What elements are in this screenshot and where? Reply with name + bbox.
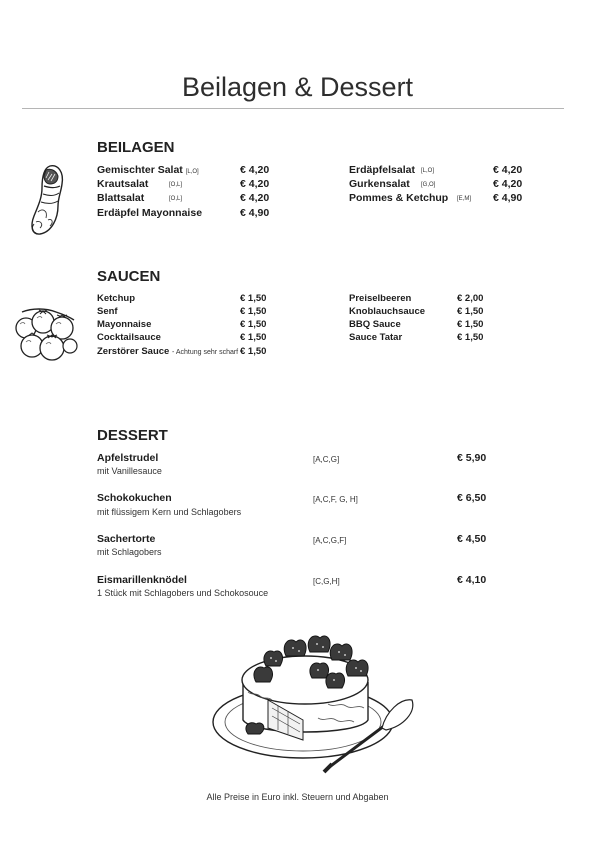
list-item: Ketchup (97, 293, 135, 304)
item-price: € 4,20 (493, 164, 523, 176)
tomato-vine-sketch-icon (12, 306, 78, 364)
list-item: Preiselbeeren (349, 293, 412, 304)
item-price: € 1,50 (457, 332, 484, 343)
item-price: € 6,50 (457, 492, 487, 504)
list-item: Erdäpfel Mayonnaise (97, 207, 203, 219)
item-price: € 4,90 (493, 192, 523, 204)
list-item: Blattsalat (97, 192, 145, 204)
allergen-code: [G,O] (421, 182, 436, 188)
item-price: € 1,50 (457, 319, 484, 330)
page-title: Beilagen & Dessert (181, 72, 414, 102)
allergen-code: [A,C,G,F] (313, 536, 347, 545)
list-item: Gemischter Salat [L,O] (97, 164, 199, 176)
item-price: € 4,20 (240, 192, 270, 204)
allergen-code: [O,L] (169, 182, 183, 188)
item-price: € 1,50 (240, 332, 267, 343)
item-price: € 4,90 (240, 207, 270, 219)
dessert-description: mit Schlagobers (97, 547, 162, 557)
item-price: € 2,00 (457, 293, 484, 304)
list-item: Knoblauchsauce (349, 306, 426, 317)
dessert-name: Sachertorte (97, 533, 156, 545)
dessert-name: Apfelstrudel (97, 452, 159, 464)
allergen-code: [E,M] (457, 196, 472, 202)
item-price: € 4,10 (457, 574, 487, 586)
title-divider (22, 108, 564, 109)
item-price: € 4,20 (240, 164, 270, 176)
item-price: € 1,50 (240, 346, 267, 357)
item-price: € 1,50 (240, 319, 267, 330)
item-price: € 5,90 (457, 452, 487, 464)
item-price: € 4,20 (240, 178, 270, 190)
strawberry-cake-sketch-icon (208, 622, 418, 792)
dessert-description: mit Vanillesauce (97, 466, 162, 476)
allergen-code: [A,C,G] (313, 455, 340, 464)
list-item: Sauce Tatar (349, 332, 403, 343)
list-item: Erdäpfelsalat (349, 164, 415, 176)
item-price: € 1,50 (457, 306, 484, 317)
saucen-heading: SAUCEN (97, 268, 161, 285)
allergen-code: [L,O] (421, 168, 435, 174)
dessert-heading: DESSERT (97, 427, 168, 444)
item-note: - Achtung sehr scharf (171, 349, 239, 356)
list-item: BBQ Sauce (349, 319, 401, 330)
item-price: € 4,20 (493, 178, 523, 190)
dessert-description: mit flüssigem Kern und Schlagobers (97, 507, 242, 517)
dessert-description: 1 Stück mit Schlagobers und Schokosouce (97, 588, 269, 598)
list-item: Cocktailsauce (97, 332, 161, 343)
stuffed-vegetable-sketch-icon (28, 162, 74, 238)
allergen-code: [O,L] (169, 196, 183, 202)
list-item: Pommes & Ketchup (349, 192, 449, 204)
item-price: € 1,50 (240, 306, 267, 317)
price-footnote: Alle Preise in Euro inkl. Steuern und Abgaben (206, 792, 389, 802)
item-price: € 1,50 (240, 293, 267, 304)
list-item: Gurkensalat (349, 178, 410, 190)
dessert-name: Schokokuchen (97, 492, 172, 504)
list-item: Zerstörer Sauce - Achtung sehr scharf (97, 346, 239, 357)
list-item: Krautsalat (97, 178, 149, 190)
beilagen-heading: BEILAGEN (97, 139, 175, 156)
allergen-code: [A,C,F, G, H] (313, 495, 358, 504)
dessert-name: Eismarillenknödel (97, 574, 187, 586)
allergen-code: [C,G,H] (313, 577, 340, 586)
list-item: Mayonnaise (97, 319, 152, 330)
item-price: € 4,50 (457, 533, 487, 545)
list-item: Senf (97, 306, 118, 317)
